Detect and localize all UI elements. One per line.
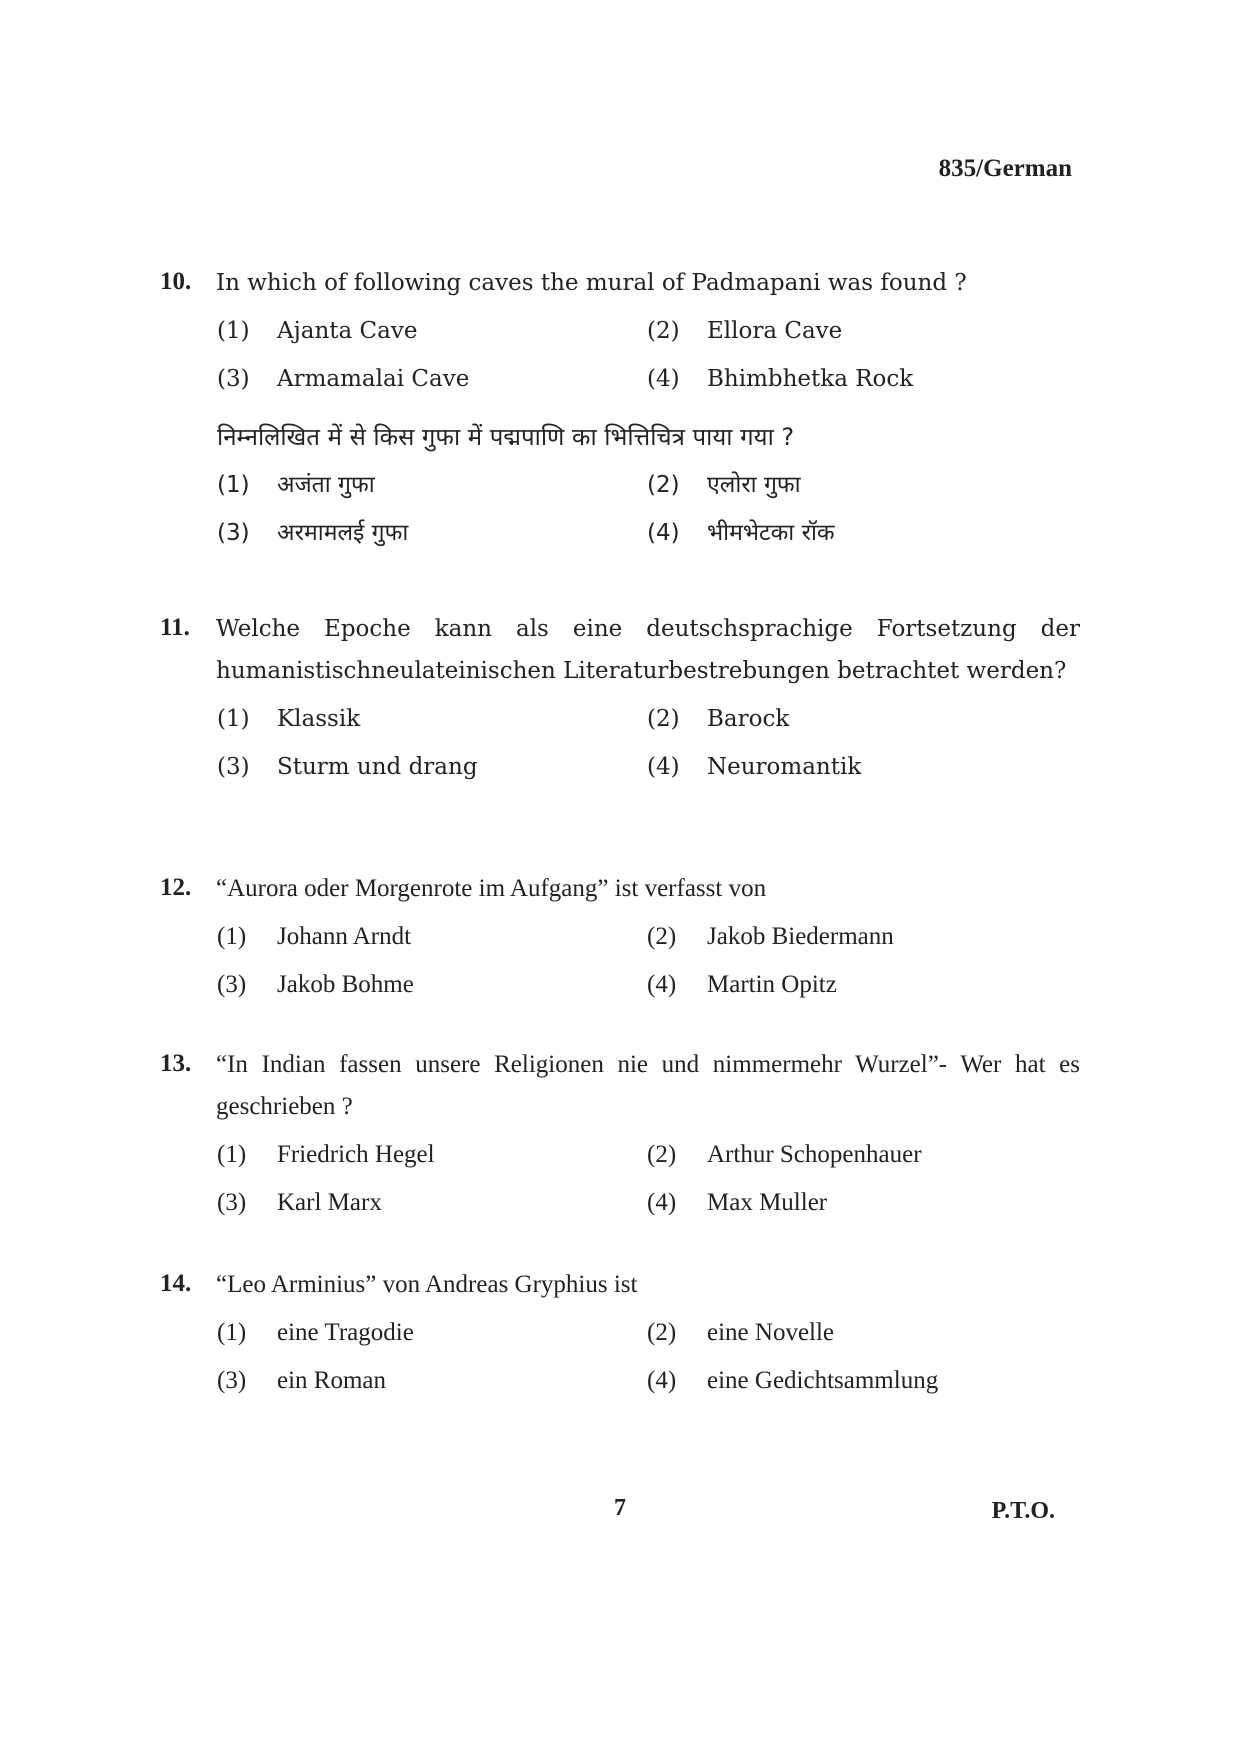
question-10 [160,262,1080,552]
hindi-options [217,466,1080,552]
question-text: “Leo Arminius” von Andreas Gryphius ist [216,1271,638,1298]
page-number: 7 [614,1495,626,1521]
question-text: “Aurora oder Morgenrote im Aufgang” ist verfasst von [216,875,767,902]
hindi-translation [217,416,1080,552]
question-text: Welche Epoche kann als eine deutschsprachige Fortsetzung der humanistischneulateinischen Literaturbestrebungen betrachtet werden? [216,616,1080,684]
option-2: (2) Ellora Cave [647,318,843,344]
option-1: (1) Johann Arndt [217,923,412,950]
option-4: (4) Neuromantik [647,754,862,780]
option-1: (1) Friedrich Hegel [217,1141,435,1168]
option-3: (3) Sturm und drang [217,754,478,780]
option-1: (1) Klassik [217,706,361,732]
option-3: (3) Jakob Bohme [217,971,414,998]
options [217,918,1080,1004]
hindi-option-4: (4) भीमभेटका रॉक [647,520,835,546]
options [217,1136,1080,1222]
question-number: 11. [160,614,190,641]
question-12 [160,868,1080,1004]
option-1: (1) Ajanta Cave [217,318,418,344]
options [217,312,1080,398]
question-number: 13. [160,1050,192,1077]
option-2: (2) Arthur Schopenhauer [647,1141,922,1168]
question-number: 14. [160,1270,192,1297]
option-4: (4) Max Muller [647,1189,828,1216]
options [217,1314,1080,1400]
hindi-question-text: निम्नलिखित में से किस गुफा में पद्मपाणि का भित्तिचित्र पाया गया ? [217,423,795,451]
option-3: (3) ein Roman [217,1367,387,1394]
question-number: 10. [160,268,192,295]
paper-code: 835/German [938,155,1072,182]
option-2: (2) eine Novelle [647,1319,835,1346]
option-1: (1) eine Tragodie [217,1319,414,1346]
question-13 [160,1044,1080,1222]
question-number: 12. [160,874,192,901]
question-14 [160,1264,1080,1400]
option-2: (2) Jakob Biedermann [647,923,894,950]
option-4: (4) Martin Opitz [647,971,837,998]
pto-label: P.T.O. [991,1498,1055,1524]
question-11 [160,608,1080,786]
hindi-option-1: (1) अजंता गुफा [217,472,375,498]
option-3: (3) Armamalai Cave [217,366,470,392]
option-4: (4) Bhimbhetka Rock [647,366,914,392]
question-text: In which of following caves the mural of Padmapani was found ? [216,270,967,296]
hindi-option-2: (2) एलोरा गुफा [647,472,801,498]
option-2: (2) Barock [647,706,790,732]
options [217,700,1080,786]
option-4: (4) eine Gedichtsammlung [647,1367,939,1394]
hindi-option-3: (3) अरमामलई गुफा [217,520,409,546]
question-text: “In Indian fassen unsere Religionen nie und nimmermehr Wurzel”- Wer hat es geschrieben ? [216,1051,1080,1120]
option-3: (3) Karl Marx [217,1189,382,1216]
